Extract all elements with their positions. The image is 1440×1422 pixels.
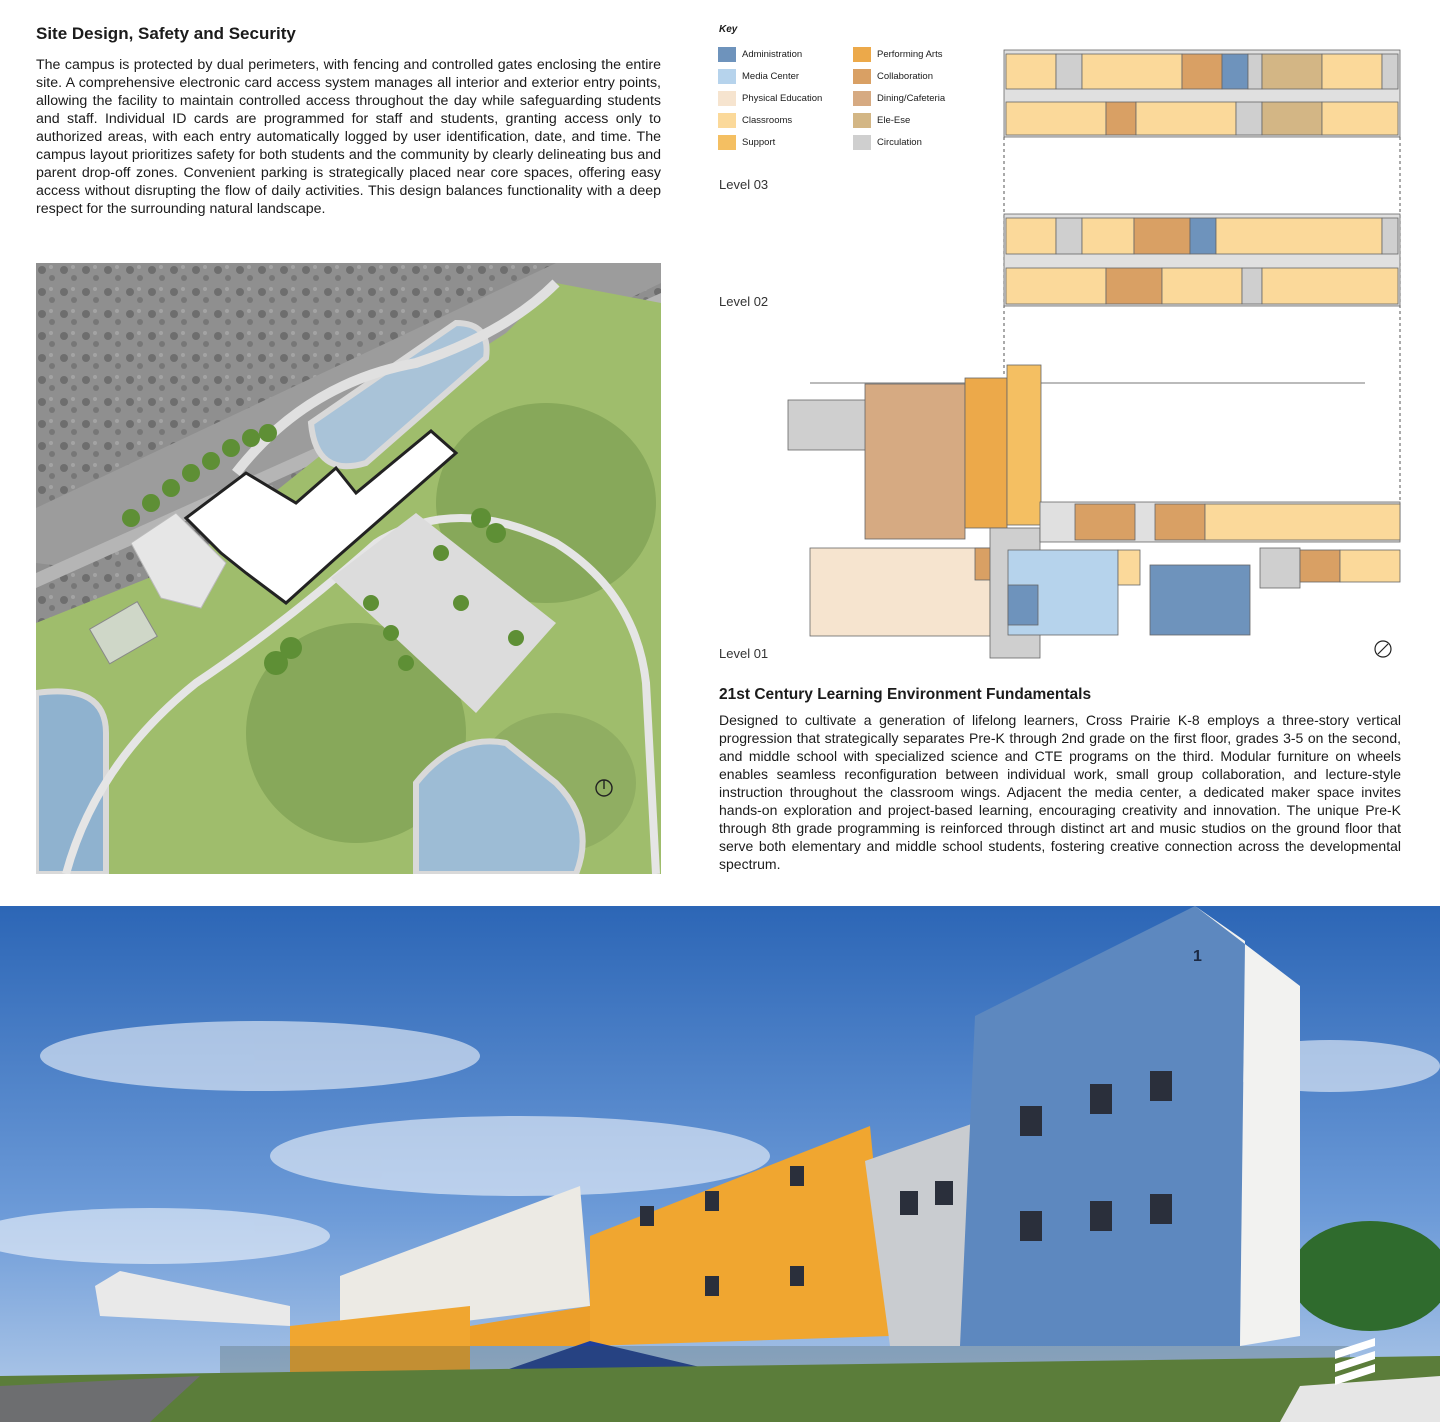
key-item-physical-education: Physical Education (718, 87, 848, 109)
key-item-ele-ese: Ele-Ese (853, 109, 983, 131)
level-01-plan (788, 365, 1400, 658)
swatch-support (718, 135, 736, 150)
level-01-label: Level 01 (719, 646, 769, 661)
swatch-administration (718, 47, 736, 62)
level-03-plan (1004, 50, 1400, 137)
level-03-label: Level 03 (719, 177, 769, 192)
learning-section-body: Designed to cultivate a generation of lifelong learners, Cross Prairie K-8 employs a three-story vertical progression that strategically separates Pre-K through 2nd grade on the first floor, grades 3-5 on the second, and middle school with specialized science and CTE programs on the third. Modular furniture on wheels enables seamless reconfiguration between individual work, small group collaboration, and lecture-style instruction throughout the classroom wings. Adjacent the media center, a dedicated maker space invites hands-on exploration and project-based learning, encouraging creativity and innovation. The unique Pre-K through 8th grade programming is reinforced through distinct art and music studios on the ground floor that serve both elementary and middle school students, fostering creative connection across the developmental spectrum. (719, 712, 1401, 872)
swatch-media-center (718, 69, 736, 84)
key-title: Key (719, 24, 738, 35)
key-item-circulation: Circulation (853, 131, 983, 153)
key-item-performing-arts: Performing Arts (853, 43, 983, 65)
key-item-classrooms: Classrooms (718, 109, 848, 131)
building-number: 1 (1193, 948, 1202, 965)
site-section-body: The campus is protected by dual perimeters, with fencing and controlled gates enclosing the entire site. A comprehensive electronic card access system manages all interior and exterior entry points, allowing the facility to maintain controlled access throughout the day while safeguarding students and staff. Individual ID cards are programmed for staff and students, granting access only to authorized areas, with each entry automatically logged by user identification, date, and time. The campus layout prioritizes safety for both students and the community by clearly delineating bus and parent drop-off zones. Convenient parking is strategically placed near core spaces, offering easy access without disrupting the flow of daily activities. This design balances functionality with a deep respect for the surrounding natural landscape. (36, 57, 661, 217)
key-item-dining-cafeteria: Dining/Cafeteria (853, 87, 983, 109)
floor-plans-diagram (780, 40, 1440, 665)
key-item-administration: Administration (718, 43, 848, 65)
level-02-label: Level 02 (719, 294, 769, 309)
learning-section-title: 21st Century Learning Environment Fundamentals (719, 686, 1092, 703)
swatch-physical-education (718, 91, 736, 106)
key-item-media-center: Media Center (718, 65, 848, 87)
swatch-classrooms (718, 113, 736, 128)
site-section-title: Site Design, Safety and Security (36, 24, 296, 43)
key-item-collaboration: Collaboration (853, 65, 983, 87)
level-02-plan (1004, 214, 1400, 306)
building-photo (0, 906, 1440, 1422)
key-item-support: Support (718, 131, 848, 153)
site-plan-image (36, 263, 661, 874)
